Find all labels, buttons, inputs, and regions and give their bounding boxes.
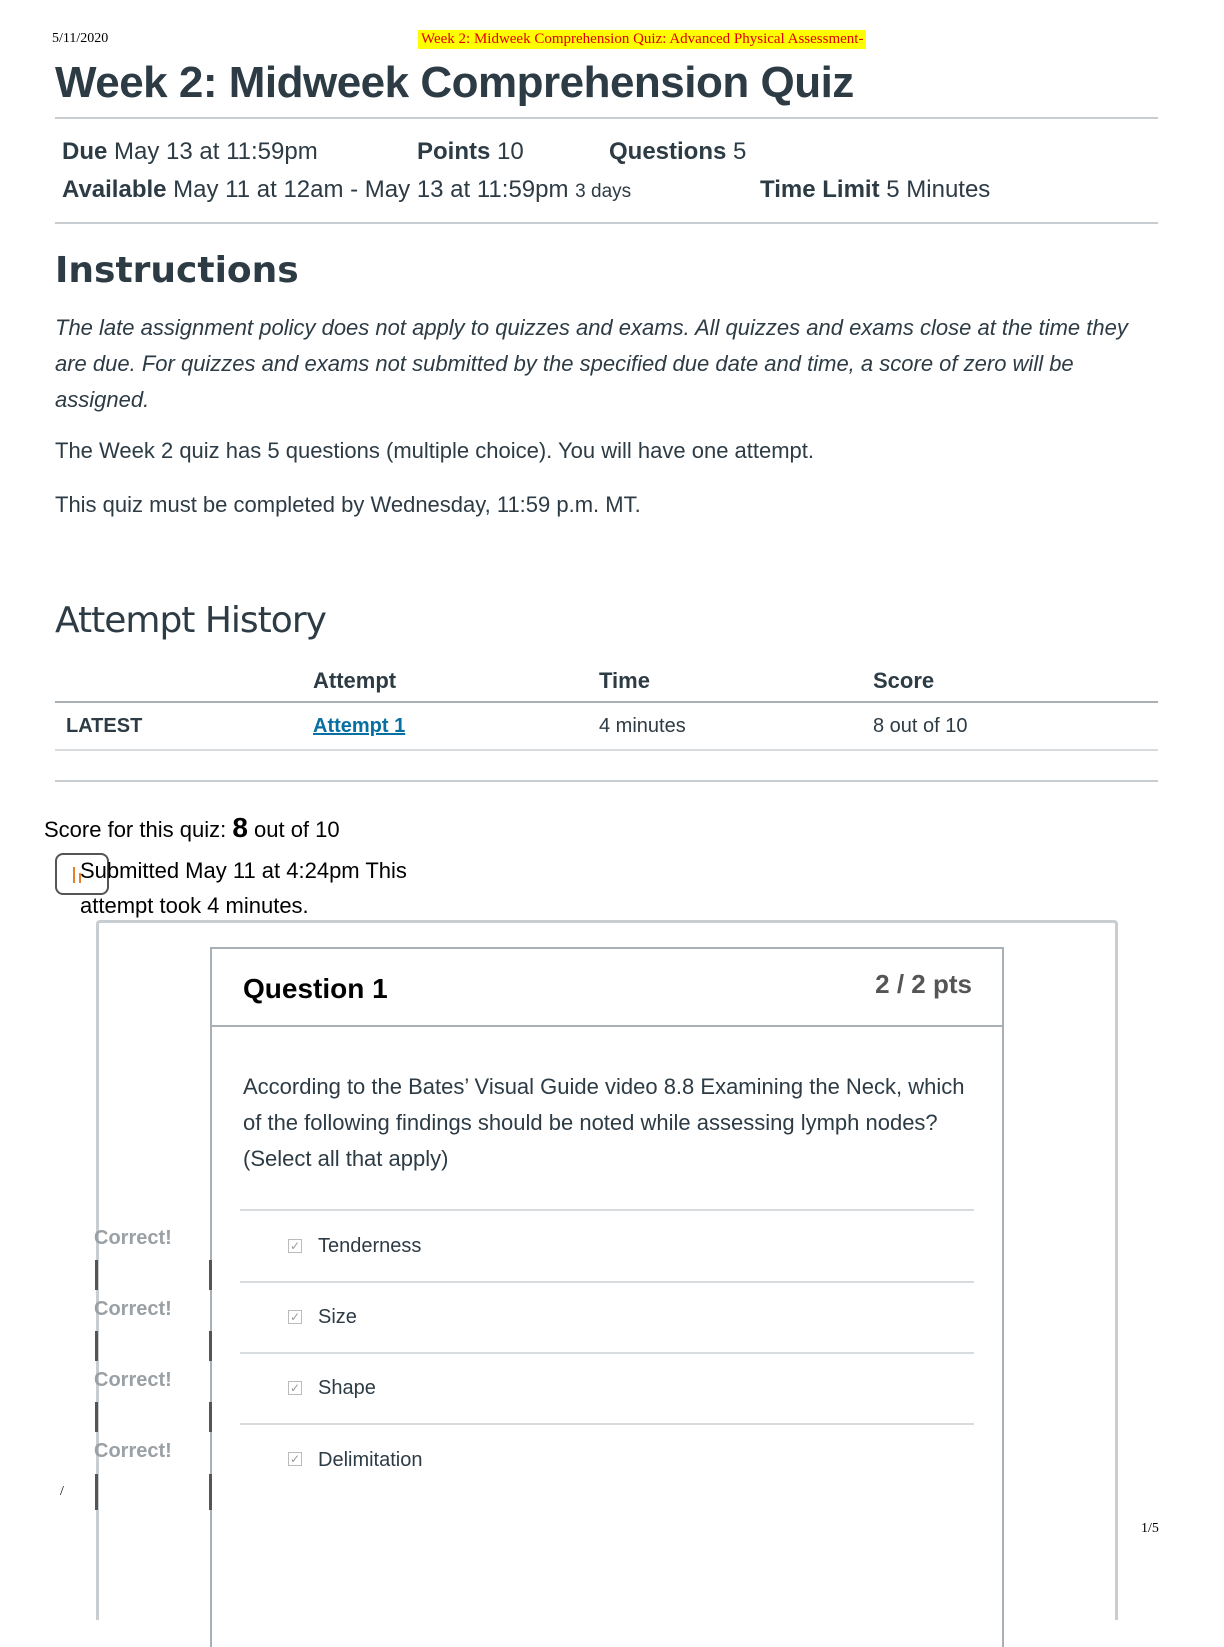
footer-slash: / (60, 1484, 64, 1499)
table-header-divider (55, 701, 1158, 703)
answer-4-label: Delimitation (318, 1449, 423, 1471)
correct-marker-bar (95, 1331, 98, 1361)
attempt-1-link[interactable]: Attempt 1 (313, 715, 406, 737)
available-duration: 3 days (575, 181, 632, 202)
answer-3-status: Correct! (94, 1369, 172, 1391)
due-info (62, 138, 318, 166)
checkbox-checked-icon: ✓ (289, 1310, 301, 1324)
available-label: Available (62, 176, 167, 203)
attempt-time: 4 minutes (599, 715, 686, 737)
due-value: May 13 at 11:59pm (114, 138, 318, 165)
answer-divider (240, 1352, 974, 1354)
due-label: Due (62, 138, 108, 165)
answer-4-status: Correct! (94, 1440, 172, 1462)
correct-marker-bar (209, 1260, 212, 1290)
score-suffix: out of 10 (247, 817, 340, 842)
table-row-divider (55, 749, 1158, 751)
meta-divider (55, 222, 1158, 224)
answer-divider (240, 1423, 974, 1425)
available-info (62, 176, 631, 204)
title-divider (55, 117, 1158, 119)
question-1-card (210, 947, 1004, 1647)
correct-marker-bar (209, 1474, 212, 1510)
time-limit-info (760, 176, 990, 204)
instructions-heading: Instructions (55, 250, 299, 291)
questions-info (609, 138, 746, 166)
page-number: 1/5 (1141, 1521, 1159, 1536)
question-1-text: According to the Bates’ Visual Guide video 8.8 Examining the Neck, which of the following findings should be noted while assessing lymph nodes? (Select all that apply) (243, 1074, 965, 1171)
attempt-score: 8 out of 10 (873, 715, 968, 737)
instructions-policy-text: The late assignment policy does not apply to quizzes and exams. All quizzes and exams close at the time they are due. For quizzes and exams not submitted by the specified due date and time, a score of zero will be assigned. (55, 315, 1128, 412)
answer-2-status: Correct! (94, 1298, 172, 1320)
attempt-history-heading: Attempt History (55, 600, 326, 641)
question-1-header (212, 949, 1002, 1027)
checkbox-checked-icon: ✓ (289, 1239, 301, 1253)
questions-label: Questions (609, 138, 727, 165)
correct-marker-bar (95, 1402, 98, 1432)
answer-1-label: Tenderness (318, 1235, 422, 1257)
instructions-paragraph-1: The Week 2 quiz has 5 questions (multiple choice). You will have one attempt. (55, 438, 815, 463)
score-value: 8 (232, 812, 248, 843)
available-value: May 11 at 12am - May 13 at 11:59pm (173, 176, 569, 203)
column-header-score: Score (873, 668, 935, 693)
print-doc-title: Week 2: Midweek Comprehension Quiz: Advanced Physical Assessment- (418, 30, 866, 49)
question-1-points: 2 / 2 pts (875, 969, 972, 999)
points-info (417, 138, 524, 166)
answer-divider (240, 1209, 974, 1211)
submission-info: Submitted May 11 at 4:24pm This attempt took 4 minutes. (80, 858, 407, 918)
correct-marker-bar (95, 1260, 98, 1290)
question-1-title: Question 1 (243, 973, 388, 1004)
correct-marker-bar (95, 1474, 98, 1510)
points-label: Points (417, 138, 491, 165)
time-limit-label: Time Limit (760, 176, 880, 203)
instructions-paragraph-2: This quiz must be completed by Wednesday, 11:59 p.m. MT. (55, 492, 641, 517)
answer-divider (240, 1281, 974, 1283)
points-value: 10 (497, 138, 524, 165)
answer-3-label: Shape (318, 1377, 376, 1399)
correct-marker-bar (209, 1402, 212, 1432)
score-prefix: Score for this quiz: (44, 817, 233, 842)
column-header-attempt: Attempt (313, 668, 397, 693)
correct-marker-bar (209, 1331, 212, 1361)
history-bottom-divider (55, 780, 1158, 782)
answer-2-label: Size (318, 1306, 357, 1328)
column-header-time: Time (599, 668, 650, 693)
questions-value: 5 (733, 138, 747, 165)
checkbox-checked-icon: ✓ (289, 1381, 301, 1395)
time-limit-value: 5 Minutes (886, 176, 991, 203)
page-title: Week 2: Midweek Comprehension Quiz (55, 58, 854, 107)
checkbox-checked-icon: ✓ (289, 1452, 301, 1466)
quiz-score (44, 812, 340, 844)
answer-1-status: Correct! (94, 1227, 172, 1249)
latest-tag: LATEST (66, 715, 143, 737)
print-date: 5/11/2020 (52, 31, 109, 46)
